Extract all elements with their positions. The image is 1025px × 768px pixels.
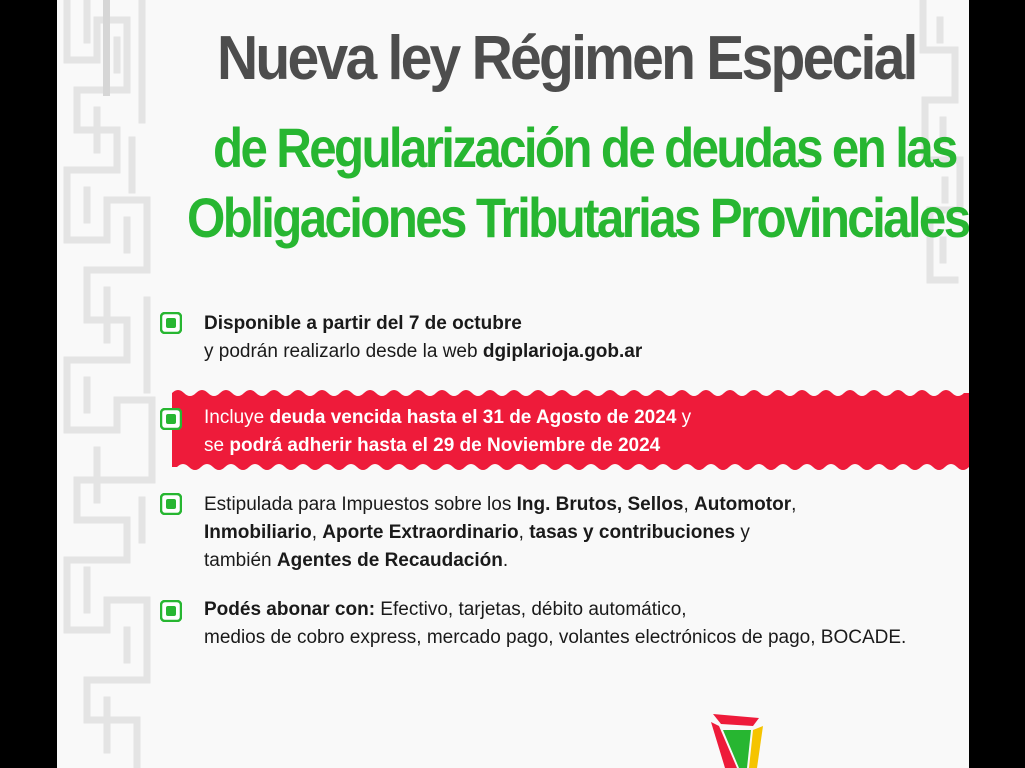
item-3-sep-a: , xyxy=(683,494,694,515)
headline-line-3: Obligaciones Tributarias Provinciales xyxy=(187,186,969,249)
item-3-text-b: también xyxy=(204,550,277,571)
headline-line-1: Nueva ley Régimen Especial xyxy=(217,24,916,93)
item-3-text-a: Estipulada para Impuestos sobre los xyxy=(204,494,517,515)
bullet-square-icon xyxy=(160,312,182,334)
item-2-text-c: se xyxy=(204,435,230,456)
item-4-text-a: Efectivo, tarjetas, débito automático, xyxy=(375,599,687,620)
item-1-text: y podrán realizarlo desde la web xyxy=(204,341,483,362)
item-3-end: . xyxy=(502,550,509,571)
item-2-adhesion-date: podrá adherir hasta el 29 de Noviembre de 2024 xyxy=(229,435,661,456)
bullet-square-icon xyxy=(160,600,182,622)
item-2-text-b: y xyxy=(676,407,692,428)
item-payment xyxy=(204,596,906,652)
item-4-heading: Podés abonar con: xyxy=(204,599,376,620)
item-4-text-b: medios de cobro express, mercado pago, volantes electrónicos de pago, BOCADE. xyxy=(204,627,907,648)
item-3-sep-d: , xyxy=(518,522,530,543)
item-3-sep-e: y xyxy=(735,522,750,543)
poster xyxy=(57,0,969,768)
website-link[interactable]: dgiplarioja.gob.ar xyxy=(482,341,643,362)
item-2-debt-date: deuda vencida hasta el 31 de Agosto de 2024 xyxy=(269,407,677,428)
bullet-square-icon xyxy=(160,493,182,515)
item-3-agents: Agentes de Recaudación xyxy=(276,550,503,571)
item-3-tax-e: tasas y contribuciones xyxy=(529,522,736,543)
item-3-tax-b: Automotor xyxy=(694,494,792,515)
item-availability xyxy=(204,310,642,366)
item-1-heading: Disponible a partir del 7 de octubre xyxy=(204,313,522,334)
item-2-text-a: Incluye xyxy=(204,407,270,428)
item-3-sep-b: , xyxy=(791,494,797,515)
item-3-tax-d: Aporte Extraordinario xyxy=(322,522,519,543)
logo-icon xyxy=(707,708,767,768)
item-3-sep-c: , xyxy=(311,522,323,543)
headline-line-2: de Regularización de deudas en las xyxy=(213,116,956,179)
item-taxes xyxy=(204,491,796,575)
item-3-tax-a: Ing. Brutos, Sellos xyxy=(516,494,684,515)
item-deadlines xyxy=(204,404,691,460)
maze-pattern-left xyxy=(57,0,167,768)
item-3-tax-c: Inmobiliario xyxy=(204,522,312,543)
bullet-square-icon xyxy=(160,408,182,430)
